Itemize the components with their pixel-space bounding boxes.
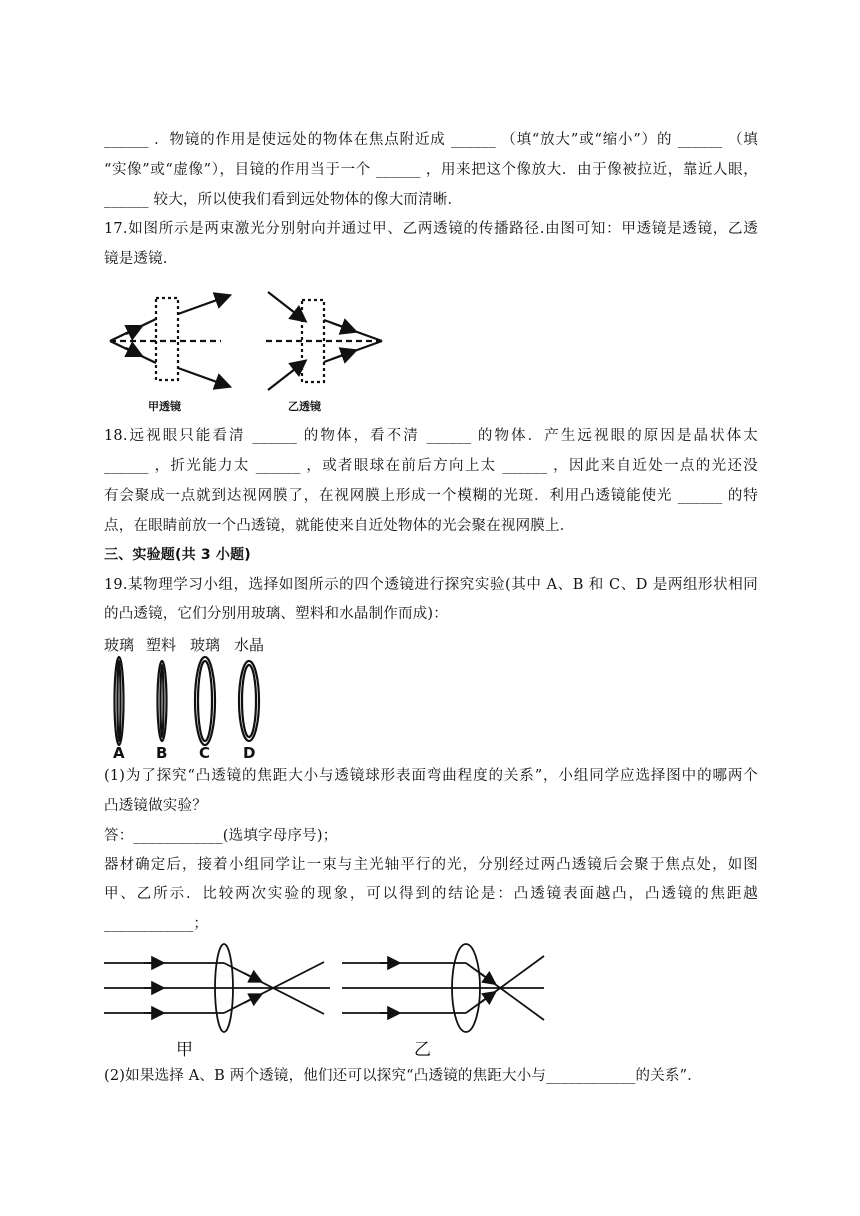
text-line-2: “实像”或“虚像”），目镜的作用当于一个 ______ ，用来把这个像放大．由于像被拉近，靠近人眼， bbox=[104, 162, 758, 178]
question-19-line-1: 19.某物理学习小组，选择如图所示的四个透镜进行探究实验(其中 A、B 和 C、D 是两组形状相同 bbox=[104, 577, 758, 593]
material-label-d: 水晶 bbox=[234, 636, 265, 654]
ray-figure-yi-caption: 乙 bbox=[414, 1040, 431, 1060]
question-18-line-1: 18.远视眼只能看清 ______ 的物体，看不清 ______ 的物体．产生远视眼的原因是晶状体太 bbox=[104, 428, 758, 444]
lens-letter-a: A bbox=[113, 744, 125, 762]
ray-diagram-jia bbox=[104, 944, 330, 1032]
concave-lens-diagram bbox=[110, 296, 228, 386]
question-18-line-3: 有会聚成一点就到达视网膜了，在视网膜上形成一个模糊的光斑．利用凸透镜能使光 ______ 的特 bbox=[104, 488, 758, 504]
answer-line: 答：____________(选填字母序号)； bbox=[104, 828, 338, 844]
question-19-sub1-line-2: 凸透镜做实验？ bbox=[104, 798, 207, 814]
figure-17-right-caption: 乙透镜 bbox=[288, 400, 321, 413]
question-19-line-2: 的凸透镜，它们分别用玻璃、塑料和水晶制作而成)： bbox=[104, 606, 448, 622]
text-line-3: ______ 较大，所以使我们看到远处物体的像大而清晰． bbox=[104, 192, 463, 208]
lens-letter-b: B bbox=[156, 744, 168, 762]
ray-diagram-yi bbox=[342, 944, 544, 1032]
material-label-a: 玻璃 bbox=[104, 636, 135, 654]
material-label-b: 塑料 bbox=[146, 636, 177, 654]
figure-17-lens-paths bbox=[106, 286, 396, 416]
lens-letter-c: C bbox=[199, 744, 211, 762]
section-heading: 三、实验题(共 3 小题) bbox=[104, 547, 251, 563]
figure-19-four-lenses bbox=[104, 632, 284, 764]
material-label-c: 玻璃 bbox=[190, 636, 221, 654]
question-18-line-4: 点，在眼睛前放一个凸透镜，就能使来自近处物体的光会聚在视网膜上． bbox=[104, 518, 575, 534]
question-19-sub1-line-4: 甲、乙所示．比较两次实验的现象，可以得到的结论是：凸透镜表面越凸，凸透镜的焦距越 bbox=[104, 886, 758, 902]
text-line-1: ______ ．物镜的作用是使远处的物体在焦点附近成 ______ （填“放大”或“缩小”）的 ______ （填 bbox=[104, 132, 758, 148]
question-17-line-2: 镜是透镜. bbox=[104, 251, 168, 267]
figure-ray-convergence bbox=[104, 942, 554, 1060]
question-19-sub1-line-1: (1)为了探究“凸透镜的焦距大小与透镜球形表面弯曲程度的关系”，小组同学应选择图中的哪两个 bbox=[104, 768, 758, 784]
ray-figure-jia-caption: 甲 bbox=[176, 1040, 193, 1060]
question-17-line-1: 17.如图所示是两束激光分别射向并通过甲、乙两透镜的传播路径.由图可知：甲透镜是透镜，乙透 bbox=[104, 221, 758, 237]
question-18-line-2: ______ ，折光能力太 ______ ，或者眼球在前后方向上太 ______ ，因此来自近处一点的光还没 bbox=[104, 458, 758, 474]
question-19-sub1-line-3: 器材确定后，接着小组同学让一束与主光轴平行的光，分别经过两凸透镜后会聚于焦点处，如图 bbox=[104, 857, 758, 873]
figure-17-left-caption: 甲透镜 bbox=[148, 400, 181, 413]
question-19-sub1-line-5: ____________； bbox=[104, 916, 209, 932]
convex-lens-diagram bbox=[266, 292, 384, 390]
lens-letter-d: D bbox=[243, 744, 256, 762]
question-19-sub2-line: (2)如果选择 A、B 两个透镜，他们还可以探究“凸透镜的焦距大小与____________的关系”． bbox=[104, 1068, 702, 1084]
